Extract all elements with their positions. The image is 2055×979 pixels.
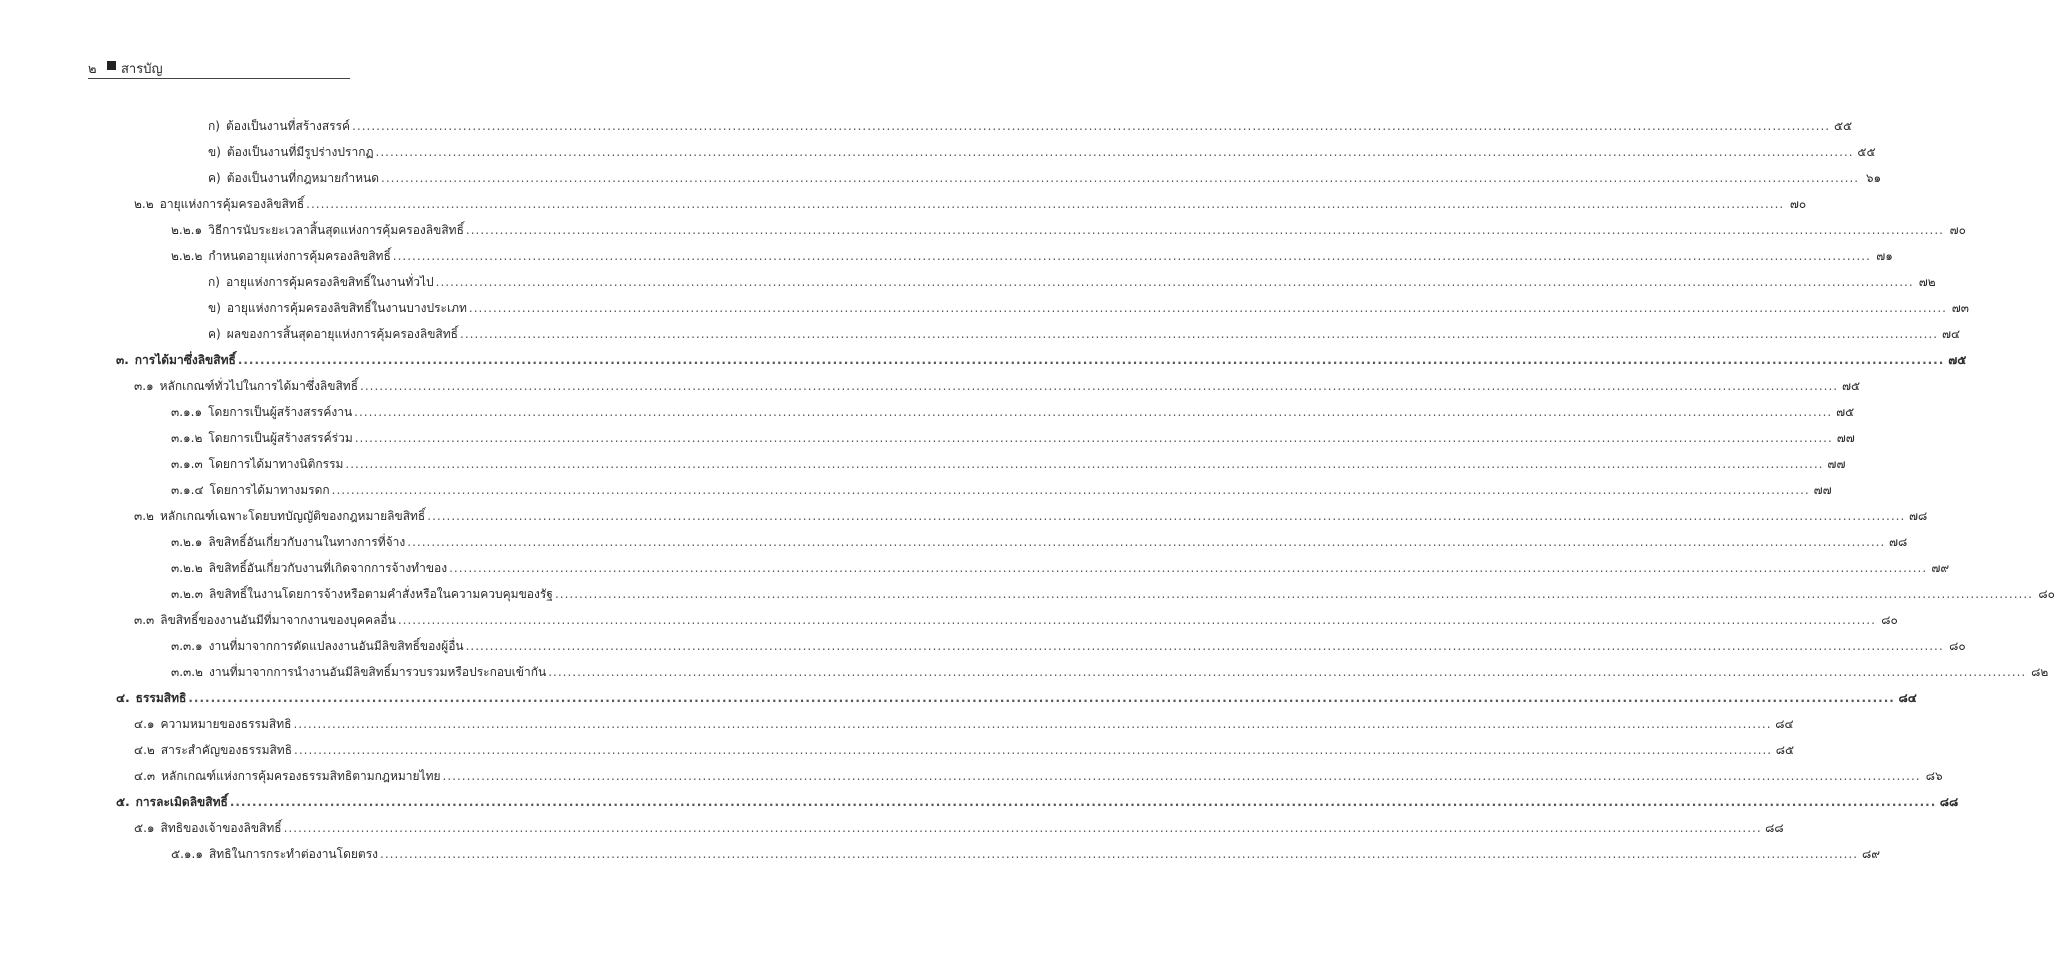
toc-entry-number: ๓.๓ xyxy=(134,613,155,627)
toc-entry-page: ๗๓ xyxy=(1951,301,1969,315)
toc-entry xyxy=(134,376,1861,396)
toc-entry-page: ๘๘ xyxy=(1765,821,1784,835)
toc-entry xyxy=(171,558,1950,578)
toc-entry-label: อายุแห่งการคุ้มครองลิขสิทธิ์ในงานบางประเภท xyxy=(226,301,467,315)
dot-leader xyxy=(186,688,1897,708)
toc-entry-label: งานที่มาจากการนำงานอันมีลิขสิทธิ์มารวบรวมหรือประกอบเข้ากัน xyxy=(208,665,547,679)
toc-entry-label: ธรรมสิทธิ xyxy=(135,691,187,705)
toc-entry xyxy=(171,220,1966,240)
toc-entry-number: ก) xyxy=(208,119,220,133)
toc-entry-label: ต้องเป็นงานที่มีรูปร่างปรากฏ xyxy=(226,145,374,159)
toc-entry xyxy=(134,740,1795,760)
toc-entry-label: งานที่มาจากการดัดแปลงงานอันมีลิขสิทธิ์ของผู้อื่น xyxy=(208,639,464,653)
toc-entry-number: ๔. xyxy=(116,691,130,705)
toc-entry xyxy=(116,792,1959,812)
toc-entry xyxy=(134,766,1943,786)
toc-entry-number: ๓.๑.๓ xyxy=(171,457,203,471)
toc-entry-label: การได้มาซึ่งลิขสิทธิ์ xyxy=(134,353,236,367)
toc-entry-page: ๗๒ xyxy=(1918,275,1936,289)
toc-entry-page: ๗๐ xyxy=(1789,197,1807,211)
header-title: สารบัญ xyxy=(121,62,163,77)
toc-entry-number: ๓.๑ xyxy=(134,379,154,393)
dot-leader xyxy=(352,402,1834,422)
toc-entry-number: ๓.๓.๑ xyxy=(171,639,203,653)
dot-leader xyxy=(546,662,2028,682)
toc-entry xyxy=(171,454,1846,474)
toc-entry-label: ความหมายของธรรมสิทธิ xyxy=(160,717,292,731)
toc-entry-number: ค) xyxy=(208,327,221,341)
toc-entry-label: ผลของการสิ้นสุดอายุแห่งการคุ้มครองลิขสิทธิ์ xyxy=(226,327,458,341)
toc-entry-label: สิทธิในการกระทำต่องานโดยตรง xyxy=(208,847,378,861)
dot-leader xyxy=(434,272,1916,292)
toc-entry-page: ๗๕ xyxy=(1841,379,1861,393)
toc-entry-number: ๕. xyxy=(116,795,130,809)
toc-entry-label: หลักเกณฑ์เฉพาะโดยบทบัญญัติของกฎหมายลิขสิทธิ์ xyxy=(159,509,426,523)
toc-entry-label: กำหนดอายุแห่งการคุ้มครองลิขสิทธิ์ xyxy=(208,249,391,263)
dot-leader xyxy=(391,246,1873,266)
dot-leader xyxy=(425,506,1907,526)
dot-leader xyxy=(350,116,1832,136)
toc-entry-page: ๘๔ xyxy=(1775,717,1794,731)
dot-leader xyxy=(447,558,1929,578)
toc-entry-label: ลิขสิทธิ์ในงานโดยการจ้างหรือตามคำสั่งหรือในความควบคุมของรัฐ xyxy=(208,587,553,601)
toc-entry xyxy=(171,428,1855,448)
dot-leader xyxy=(467,298,1949,318)
toc-entry-label: ลิขสิทธิ์ของงานอันมีที่มาจากงานของบุคคลอื่น xyxy=(160,613,396,627)
toc-entry-number: ๓.๒.๓ xyxy=(171,587,203,601)
toc-entry-page: ๘๒ xyxy=(2031,665,2049,679)
toc-entry-page: ๗๕ xyxy=(1836,405,1855,419)
dot-leader xyxy=(458,324,1940,344)
dot-leader xyxy=(464,220,1946,240)
square-bullet-icon xyxy=(107,61,116,70)
toc-entry xyxy=(208,298,1969,318)
toc-entry-number: ก) xyxy=(208,275,220,289)
toc-entry-number: ๓. xyxy=(116,353,129,367)
toc-entry-label: อายุแห่งการคุ้มครองลิขสิทธิ์ xyxy=(159,197,305,211)
toc-entry-number: ๓.๑.๒ xyxy=(171,431,203,445)
dot-leader xyxy=(379,168,1861,188)
toc-entry-number: ๔.๑ xyxy=(134,717,155,731)
toc-entry-number: ๕.๑.๑ xyxy=(171,847,203,861)
toc-entry-label: อายุแห่งการคุ้มครองลิขสิทธิ์ในงานทั่วไป xyxy=(225,275,434,289)
page-header xyxy=(88,56,350,79)
toc-entry-page: ๗๗ xyxy=(1827,457,1846,471)
dot-leader xyxy=(441,766,1923,786)
toc-entry xyxy=(171,246,1893,266)
toc-entry-number: ๕.๑ xyxy=(134,821,155,835)
toc-entry-number: ข) xyxy=(208,145,221,159)
dot-leader xyxy=(343,454,1825,474)
toc-entry-label: สิทธิของเจ้าของลิขสิทธิ์ xyxy=(160,821,282,835)
toc-entry-page: ๗๕ xyxy=(1948,353,1967,367)
toc-entry-number: ๔.๓ xyxy=(134,769,156,783)
dot-leader xyxy=(396,610,1878,630)
toc-entry-number: ๒.๒ xyxy=(134,197,154,211)
toc-entry-page: ๗๐ xyxy=(1949,223,1966,237)
toc-entry-page: ๗๘ xyxy=(1889,535,1908,549)
toc-entry-page: ๘๐ xyxy=(1949,639,1966,653)
toc-entry-number: ๓.๓.๒ xyxy=(171,665,203,679)
toc-entry-page: ๘๘ xyxy=(1939,795,1959,809)
toc-entry-label: วิธีการนับระยะเวลาสิ้นสุดแห่งการคุ้มครองลิขสิทธิ์ xyxy=(208,223,464,237)
page-number: ๒ xyxy=(88,62,97,77)
toc-entry xyxy=(116,350,1967,370)
dot-leader xyxy=(330,480,1812,500)
toc-entry-label: ลิขสิทธิ์อันเกี่ยวกับงานที่เกิดจากการจ้างทำของ xyxy=(208,561,448,575)
toc-entry xyxy=(171,532,1908,552)
toc-entry xyxy=(208,168,1882,188)
dot-leader xyxy=(353,428,1835,448)
toc-entry-page: ๘๐ xyxy=(2038,587,2055,601)
toc-entry-page: ๘๔ xyxy=(1898,691,1917,705)
toc-entry xyxy=(171,480,1832,500)
toc-entry xyxy=(171,662,2049,682)
toc-entry-label: ต้องเป็นงานที่สร้างสรรค์ xyxy=(225,119,351,133)
toc-entry-page: ๕๕ xyxy=(1857,145,1876,159)
toc-entry-page: ๕๕ xyxy=(1833,119,1853,133)
toc-entry xyxy=(134,610,1898,630)
dot-leader xyxy=(374,142,1856,162)
toc-entry-page: ๘๖ xyxy=(1925,769,1943,783)
toc-entry-page: ๖๑ xyxy=(1865,171,1882,185)
toc-entry-number: ๔.๒ xyxy=(134,743,155,757)
toc-entry xyxy=(171,584,2055,604)
toc-entry-label: ต้องเป็นงานที่กฎหมายกำหนด xyxy=(226,171,380,185)
toc-entry-number: ๓.๒ xyxy=(134,509,154,523)
toc-entry xyxy=(116,688,1917,708)
toc-entry-page: ๗๑ xyxy=(1876,249,1893,263)
dot-leader xyxy=(228,792,1939,812)
toc-entry-page: ๘๐ xyxy=(1881,613,1898,627)
toc-entry-page: ๗๗ xyxy=(1836,431,1855,445)
toc-entry xyxy=(171,844,1881,864)
toc-entry-label: สาระสำคัญของธรรมสิทธิ xyxy=(160,743,293,757)
toc-entry-label: โดยการเป็นผู้สร้างสรรค์ร่วม xyxy=(208,431,353,445)
toc-entry xyxy=(208,142,1876,162)
dot-leader xyxy=(236,350,1947,370)
toc-entry xyxy=(208,272,1936,292)
toc-entry xyxy=(171,636,1966,656)
toc-entry-page: ๘๕ xyxy=(1775,743,1795,757)
toc-entry-number: ข) xyxy=(208,301,221,315)
toc-entry-label: ลิขสิทธิ์อันเกี่ยวกับงานในทางการที่จ้าง xyxy=(208,535,406,549)
toc-entry xyxy=(134,506,1928,526)
toc-entry xyxy=(134,818,1784,838)
toc-entry-label: หลักเกณฑ์แห่งการคุ้มครองธรรมสิทธิตามกฎหมายไทย xyxy=(161,769,441,783)
dot-leader xyxy=(378,844,1860,864)
toc-entry-label: โดยการได้มาทางนิติกรรม xyxy=(208,457,344,471)
dot-leader xyxy=(464,636,1946,656)
toc-entry-number: ๒.๒.๑ xyxy=(171,223,203,237)
toc-entry xyxy=(134,714,1794,734)
dot-leader xyxy=(291,714,1773,734)
toc-entry-label: โดยการได้มาทางมรดก xyxy=(209,483,330,497)
toc-entry-page: ๗๔ xyxy=(1941,327,1961,341)
dot-leader xyxy=(405,532,1887,552)
toc-entry xyxy=(171,402,1855,422)
dot-leader xyxy=(553,584,2035,604)
toc-entry-page: ๗๙ xyxy=(1931,561,1950,575)
toc-entry xyxy=(208,116,1853,136)
toc-entry-number: ๓.๑.๔ xyxy=(171,483,204,497)
toc-entry xyxy=(208,324,1961,344)
toc-entry-page: ๗๘ xyxy=(1909,509,1928,523)
toc-entry-number: ๓.๑.๑ xyxy=(171,405,203,419)
dot-leader xyxy=(358,376,1840,396)
toc-entry-label: การละเมิดลิขสิทธิ์ xyxy=(135,795,228,809)
toc-entry xyxy=(134,194,1807,214)
dot-leader xyxy=(282,818,1764,838)
toc-entry-page: ๗๗ xyxy=(1813,483,1832,497)
toc-entry-number: ๒.๒.๒ xyxy=(171,249,203,263)
dot-leader xyxy=(304,194,1786,214)
dot-leader xyxy=(292,740,1774,760)
toc-entry-number: ๓.๒.๑ xyxy=(171,535,203,549)
toc-entry-label: โดยการเป็นผู้สร้างสรรค์งาน xyxy=(208,405,353,419)
toc-entry-label: หลักเกณฑ์ทั่วไปในการได้มาซึ่งลิขสิทธิ์ xyxy=(159,379,359,393)
toc-entry-number: ๓.๒.๒ xyxy=(171,561,203,575)
toc-entry-number: ค) xyxy=(208,171,221,185)
toc-entry-page: ๘๙ xyxy=(1862,847,1881,861)
